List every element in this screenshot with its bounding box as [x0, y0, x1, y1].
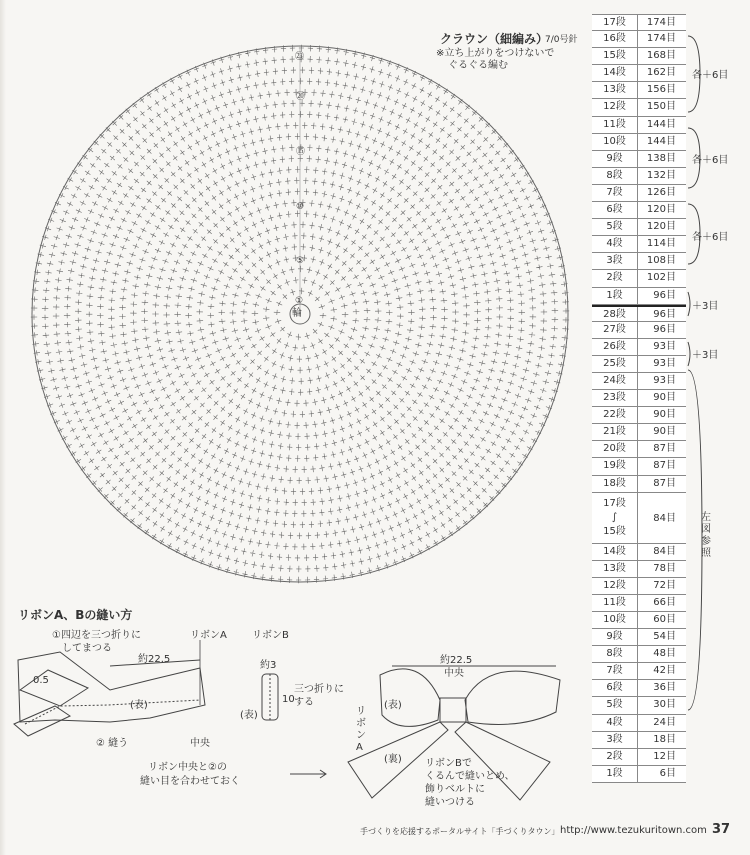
row-number: 1段 — [592, 288, 638, 304]
row-number: 19段 — [592, 458, 638, 474]
table-row — [592, 663, 686, 680]
bow-note-line4: 縫いつける — [425, 797, 475, 808]
table-row — [592, 82, 686, 99]
table-row — [592, 151, 686, 168]
bow-ribbon-a-label: リボンA — [356, 706, 366, 753]
table-row — [592, 390, 686, 407]
bow-length: 約22.5 — [440, 655, 473, 666]
row-number: 5段 — [592, 697, 638, 713]
table-row — [592, 561, 686, 578]
row-number: 6段 — [592, 202, 638, 218]
stitch-count: 126目 — [646, 186, 676, 198]
stitch-count: 90目 — [653, 409, 676, 421]
row-number: 1段 — [592, 766, 638, 782]
row-number: 27段 — [592, 322, 638, 338]
row-number: 24段 — [592, 373, 638, 389]
stitch-count: 96目 — [653, 308, 676, 320]
table-row — [592, 134, 686, 151]
table-row — [592, 544, 686, 561]
stitch-count: 144目 — [646, 135, 676, 147]
ribbon-a-front-label: (表) — [130, 700, 148, 711]
row-number: 6段 — [592, 680, 638, 696]
stitch-count: 84目 — [653, 512, 676, 524]
bow-note-line2: くるんで縫いとめ、 — [425, 771, 515, 782]
ribbon-a-shape — [18, 652, 205, 722]
stitch-count: 162目 — [646, 67, 676, 79]
row-number: 2段 — [592, 749, 638, 765]
row-number: 4段 — [592, 236, 638, 252]
table-row — [592, 253, 686, 270]
stitch-count: 18目 — [653, 733, 676, 745]
stitch-count: 150目 — [646, 101, 676, 113]
row-number: 10段 — [592, 612, 638, 628]
bow-front-label: (表) — [384, 700, 402, 711]
row-number: 3段 — [592, 253, 638, 269]
row-number: 16段 — [592, 31, 638, 47]
row-number: 21段 — [592, 424, 638, 440]
table-row — [592, 732, 686, 749]
row-15-label: ⑮ — [296, 147, 306, 157]
stitch-count: 120目 — [646, 221, 676, 233]
stitch-count: 90目 — [653, 392, 676, 404]
table-row — [592, 612, 686, 629]
ribbon-b-width: 約3 — [260, 660, 277, 671]
row-number: 23段 — [592, 390, 638, 406]
crown-note-line1: ※立ち上がりをつけないで — [436, 48, 555, 59]
stitch-count: 93目 — [653, 340, 676, 352]
row-5-label: ⑤ — [296, 256, 305, 266]
row-number: 5段 — [592, 219, 638, 235]
table-row — [592, 749, 686, 766]
table-row — [592, 373, 686, 390]
bow-knot — [440, 698, 466, 722]
bow-left-loop — [380, 669, 440, 727]
table-row — [592, 117, 686, 134]
table-row — [592, 595, 686, 612]
ribbon-b-label: リボンB — [252, 630, 289, 641]
bow-back-label: (裏) — [384, 754, 402, 765]
table-row — [592, 458, 686, 475]
table-row — [592, 356, 686, 373]
stitch-count: 93目 — [653, 357, 676, 369]
step2-label: ② 縫う — [96, 738, 129, 749]
row-number: 8段 — [592, 168, 638, 184]
stitch-count: 66目 — [653, 596, 676, 608]
row-number: 7段 — [592, 185, 638, 201]
table-row — [592, 766, 686, 783]
table-row — [592, 305, 686, 322]
table-row — [592, 219, 686, 236]
fold3-line2: する — [294, 697, 314, 708]
stitch-count: 108目 — [646, 255, 676, 267]
row-number: 28段 — [592, 307, 638, 321]
table-row — [592, 715, 686, 732]
stitch-count: 78目 — [653, 562, 676, 574]
row-range-top: 17段 — [603, 497, 626, 509]
stitch-count-table — [592, 14, 686, 783]
table-row — [592, 424, 686, 441]
table-row — [592, 339, 686, 356]
row-number: 18段 — [592, 476, 638, 492]
crown-note — [436, 48, 581, 72]
stitch-count: 24目 — [653, 716, 676, 728]
ribbon-b-length: 10 — [282, 694, 295, 705]
row-number: 7段 — [592, 663, 638, 679]
row-number: 12段 — [592, 99, 638, 115]
table-row-range — [592, 493, 686, 544]
row-range — [592, 493, 638, 543]
brace-plus3-a — [688, 292, 690, 316]
table-row — [592, 65, 686, 82]
row-20-label: ⑳ — [296, 92, 306, 102]
crown-note-line2: ぐるぐる編む — [448, 60, 508, 71]
table-row — [592, 236, 686, 253]
page-number: 37 — [712, 822, 731, 837]
stitch-count: 6目 — [659, 767, 676, 779]
ribbon-a-end — [20, 670, 88, 706]
footer-site: 手づくりを応援するポータルサイト「手づくりタウン」 — [360, 827, 560, 836]
stitch-count: 87目 — [653, 477, 676, 489]
table-row — [592, 185, 686, 202]
stitch-count: 90目 — [653, 426, 676, 438]
row-number: 25段 — [592, 356, 638, 372]
see-left-label: 左図参照 — [701, 512, 711, 559]
stitch-count: 93目 — [653, 374, 676, 386]
row-number: 20段 — [592, 441, 638, 457]
table-row — [592, 476, 686, 493]
ribbon-a-length: 約22.5 — [138, 654, 171, 665]
row-range-bottom: 15段 — [603, 525, 626, 537]
stitch-count: 138目 — [646, 152, 676, 164]
stitch-count: 144目 — [646, 118, 676, 130]
table-row — [592, 680, 686, 697]
row-1-label: ① — [295, 296, 304, 306]
table-row — [592, 48, 686, 65]
stitch-count: 120目 — [646, 204, 676, 216]
crown-title: クラウン（細編み） — [440, 32, 549, 46]
row-number: 26段 — [592, 339, 638, 355]
stitch-count: 60目 — [653, 614, 676, 625]
stitch-count: 12目 — [653, 750, 676, 762]
row-number: 8段 — [592, 646, 638, 662]
row-number: 13段 — [592, 561, 638, 577]
ribbon-section-title: リボンA、Bの縫い方 — [18, 608, 133, 622]
brace-plus3-a-label: ＋3目 — [692, 301, 719, 312]
row-number: 9段 — [592, 629, 638, 645]
align-line2: 縫い目を合わせておく — [140, 776, 240, 787]
stitch-count: 174目 — [646, 33, 676, 45]
table-row — [592, 31, 686, 48]
stitch-count: 72目 — [653, 579, 676, 591]
brace-each6-a-label: 各＋6目 — [692, 70, 729, 81]
table-row — [592, 168, 686, 185]
row-number: 9段 — [592, 151, 638, 167]
row-number: 13段 — [592, 82, 638, 98]
stitch-count: 114目 — [646, 238, 676, 250]
bow-note-line3: 飾りベルトに — [425, 784, 485, 795]
brace-each6-c-label: 各＋6目 — [692, 232, 729, 243]
stitch-count: 84目 — [653, 545, 676, 557]
table-row — [592, 270, 686, 287]
stitch-count: 30目 — [653, 699, 676, 711]
crown-needle: 7/0号針 — [545, 35, 578, 45]
row-number: 10段 — [592, 134, 638, 150]
stitch-count: 36目 — [653, 682, 676, 694]
bow-right-loop — [465, 671, 560, 724]
ribbon-b-front-label: (表) — [240, 710, 258, 721]
stitch-count: 168目 — [646, 50, 676, 62]
row-number: 22段 — [592, 407, 638, 423]
row-number: 11段 — [592, 595, 638, 611]
fold3-line1: 三つ折りに — [294, 684, 344, 695]
row-number: 14段 — [592, 65, 638, 81]
row-number: 12段 — [592, 578, 638, 594]
table-row — [592, 202, 686, 219]
table-row — [592, 646, 686, 663]
row-10-label: ⑩ — [296, 202, 305, 212]
table-row — [592, 288, 686, 305]
bow-center-label: 中央 — [444, 668, 464, 679]
brace-plus3-b-label: ＋3目 — [692, 350, 719, 361]
table-row — [592, 441, 686, 458]
row-number: 3段 — [592, 732, 638, 748]
row-number: 15段 — [592, 48, 638, 64]
table-row — [592, 697, 686, 714]
row-number: 2段 — [592, 270, 638, 286]
step1-line1: ①四辺を三つ折りに — [52, 630, 141, 641]
row-number: 4段 — [592, 715, 638, 731]
row-range-mid: ∫ — [611, 511, 618, 523]
bow-note-line1: リボンBで — [425, 758, 472, 769]
table-row — [592, 99, 686, 116]
row-number: 14段 — [592, 544, 638, 560]
stitch-count: 102目 — [646, 272, 676, 284]
table-row — [592, 407, 686, 424]
stitch-count: 87目 — [653, 460, 676, 472]
stitch-count: 96目 — [653, 289, 676, 301]
ribbon-a-label: リボンA — [190, 630, 227, 641]
row-number: 11段 — [592, 117, 638, 133]
ribbon-a-fold-width: 0.5 — [33, 675, 49, 686]
table-row — [592, 578, 686, 595]
table-row — [592, 322, 686, 339]
stitch-count: 54目 — [653, 631, 676, 643]
table-row — [592, 14, 686, 31]
ribbon-a-center-label: 中央 — [190, 738, 210, 749]
align-line1: リボン中央と②の — [148, 762, 227, 773]
brace-each6-b-label: 各＋6目 — [692, 155, 729, 166]
table-row — [592, 629, 686, 646]
stitch-count: 132目 — [646, 169, 676, 181]
row-23-label: ㉓ — [295, 52, 305, 62]
stitch-count: 156目 — [646, 84, 676, 96]
stitch-count: 87目 — [653, 443, 676, 455]
row-number: 17段 — [592, 15, 638, 30]
stitch-count: 174目 — [646, 17, 676, 28]
stitch-count: 42目 — [653, 665, 676, 677]
ribbon-b-shape — [262, 674, 278, 720]
stitch-count: 96目 — [653, 323, 676, 335]
center-ring-label: 輪 — [292, 308, 302, 319]
footer-url[interactable]: http://www.tezukuritown.com — [560, 825, 707, 836]
brace-plus3-b — [688, 342, 690, 366]
stitch-count: 48目 — [653, 648, 676, 660]
step1-line2: してまつる — [62, 643, 112, 654]
